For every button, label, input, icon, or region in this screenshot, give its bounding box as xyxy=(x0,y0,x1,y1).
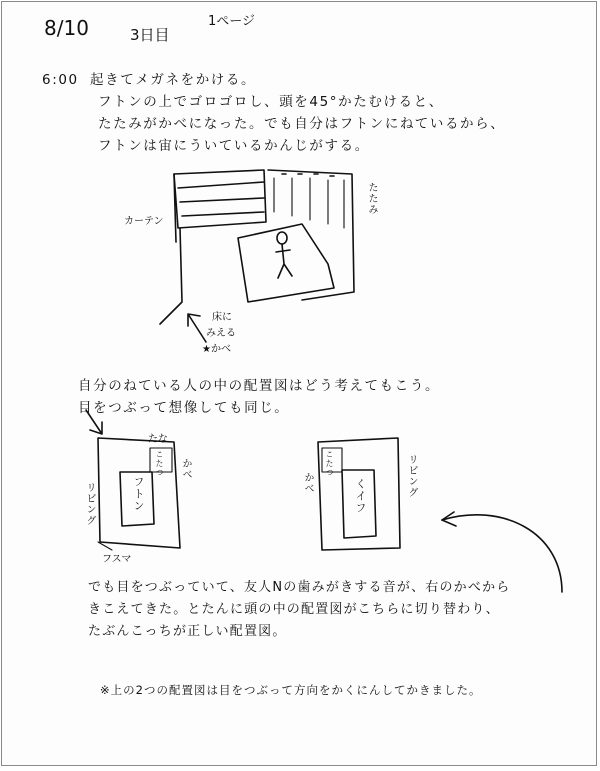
entry-line-3: たたみがかべになった。でも自分はフトンにねているから、 xyxy=(98,116,506,132)
right-kotatsu-label: こたつ xyxy=(325,450,334,477)
tatami-label: たたみ xyxy=(366,182,377,215)
footnote: ※上の2つの配置図は目をつぶって方向をかくにんしてかきました。 xyxy=(100,683,482,697)
page-label: 1ページ xyxy=(208,14,256,29)
left-wall-label: かべ xyxy=(180,458,191,480)
bottom-line-1: でも目をつぶっていて、友人Nの歯みがきする音が、右のかべから xyxy=(88,580,511,595)
entry-line-4: フトンは宙にういているかんじがする。 xyxy=(98,138,370,154)
left-fusuma-label: フスマ xyxy=(102,554,132,565)
right-living-label: リビング xyxy=(406,454,417,498)
floor-note-2: みえる xyxy=(206,328,236,339)
entry-time: 6:00 xyxy=(42,72,79,88)
left-shelf-label: たな xyxy=(148,434,168,445)
bottom-line-3: たぶんこっちが正しい配置図。 xyxy=(88,624,287,639)
left-living-label: リビング xyxy=(84,482,95,526)
right-futon-label: くイフ xyxy=(354,478,367,514)
entry-line-2: フトンの上でゴロゴロし、頭を45°かたむけると、 xyxy=(98,94,444,110)
day-label: 3日目 xyxy=(130,26,170,44)
floor-note-1: 床に xyxy=(212,312,232,323)
layout-diagrams xyxy=(2,2,600,771)
diary-page xyxy=(1,1,597,766)
curtain-label: カーテン xyxy=(124,216,164,227)
bottom-line-2: きこえてきた。とたんに頭の中の配置図がこちらに切り替わり、 xyxy=(88,602,500,617)
left-futon-label: フトン xyxy=(132,476,145,512)
middle-line-2: 目をつぶって想像しても同じ。 xyxy=(78,400,290,416)
entry-line-1: 起きてメガネをかける。 xyxy=(90,72,257,88)
left-kotatsu-label: こたつ xyxy=(155,450,164,477)
floor-note-3: ★かべ xyxy=(202,344,231,355)
right-wall-label: かべ xyxy=(302,472,313,494)
middle-line-1: 自分のねている人の中の配置図はどう考えてもこう。 xyxy=(78,378,441,394)
date: 8/10 xyxy=(44,16,89,40)
